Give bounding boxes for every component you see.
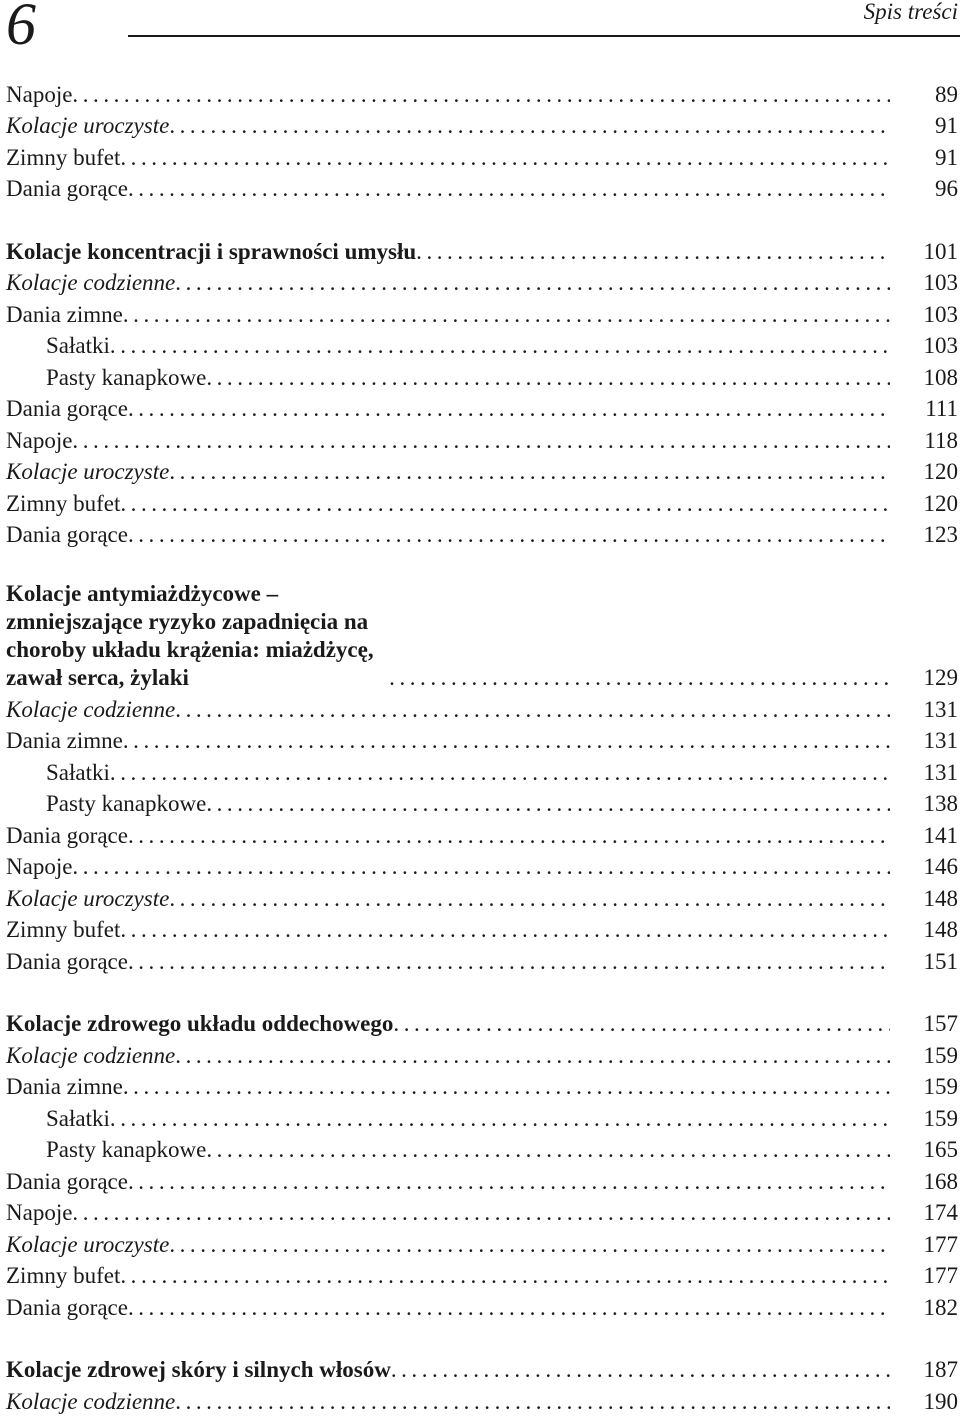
toc-entry[interactable]	[6, 1038, 958, 1070]
toc-entry[interactable]	[6, 787, 958, 819]
toc-entry-title: Sałatki	[46, 759, 110, 785]
toc-entry-title: Dania zimne	[6, 1074, 123, 1099]
dot-leader	[120, 490, 890, 518]
toc-entry[interactable]	[6, 692, 958, 724]
dot-leader	[110, 332, 890, 360]
dot-leader	[120, 1262, 890, 1290]
toc-entry[interactable]	[6, 1196, 958, 1228]
toc-entry-title: Dania zimne	[6, 301, 123, 327]
toc-entry[interactable]	[6, 392, 958, 424]
toc-entry-page-number: 103	[923, 333, 958, 358]
toc-entry-title: Kolacje uroczyste	[6, 459, 170, 484]
dot-leader	[123, 1073, 890, 1101]
dot-leader	[72, 427, 890, 455]
toc-entry-page-number: 148	[923, 885, 958, 911]
toc-entry-title: Kolacje koncentracji i sprawności umysłu	[6, 238, 417, 264]
toc-entry-title: Dania gorące	[6, 176, 128, 201]
dot-leader	[169, 885, 890, 913]
toc-entry-title: Dania zimne	[6, 728, 123, 753]
toc-entry-page-number: 146	[923, 854, 958, 879]
toc-entry-page-number: 190	[923, 1388, 958, 1414]
toc-entry-title: Zimny bufet	[6, 490, 121, 516]
dot-leader	[110, 1105, 890, 1133]
toc-entry-title: Zimny bufet	[6, 1263, 121, 1288]
toc-entry[interactable]	[6, 1101, 958, 1133]
toc-entry-page-number: 89	[935, 81, 958, 107]
dot-leader	[206, 1136, 890, 1164]
toc-entry[interactable]	[6, 360, 958, 392]
dot-leader	[128, 822, 890, 850]
toc-entry-page-number: 177	[923, 1231, 958, 1257]
dot-leader	[175, 1042, 890, 1070]
toc-entry-page-number: 177	[923, 1263, 958, 1288]
dot-leader	[123, 301, 890, 329]
toc-entry[interactable]	[6, 1384, 958, 1416]
toc-entry[interactable]	[6, 1164, 958, 1196]
dot-leader	[120, 144, 890, 172]
toc-entry-title: Kolacje codzienne	[6, 270, 176, 295]
dot-leader	[128, 1294, 890, 1322]
toc-entry-page-number: 91	[935, 113, 958, 138]
toc-entry-title: Dania gorące	[6, 396, 128, 421]
dot-leader	[416, 238, 890, 266]
toc-entry-title: Dania gorące	[6, 1168, 128, 1194]
toc-entry-page-number: 96	[935, 176, 958, 201]
dot-leader	[169, 1231, 890, 1259]
toc-entry[interactable]	[6, 580, 958, 692]
running-title: Spis treści	[863, 0, 958, 24]
toc-entry[interactable]	[6, 944, 958, 976]
dot-leader	[175, 696, 890, 724]
toc-entry-title: Dania gorące	[6, 948, 128, 974]
toc-entry-page-number: 120	[923, 490, 958, 516]
toc-entry[interactable]	[6, 140, 958, 172]
toc-entry-page-number: 129	[923, 665, 958, 690]
toc-entry-page-number: 148	[923, 917, 958, 942]
toc-entry-title: Kolacje codzienne	[6, 1042, 176, 1068]
toc-entry[interactable]	[6, 1007, 958, 1039]
toc-entry-page-number: 159	[923, 1074, 958, 1099]
toc-entry[interactable]	[6, 109, 958, 141]
toc-entry-page-number: 111	[925, 396, 958, 421]
dot-leader	[128, 395, 890, 423]
dot-leader	[72, 1199, 890, 1227]
dot-leader	[175, 269, 890, 297]
toc-entry-title: Dania gorące	[6, 1294, 128, 1320]
table-of-contents	[6, 77, 958, 1416]
toc-entry-page-number: 157	[923, 1011, 958, 1036]
dot-leader	[391, 1356, 890, 1384]
toc-entry-page-number: 120	[923, 459, 958, 484]
toc-entry-page-number: 118	[924, 427, 958, 453]
dot-leader	[128, 1168, 890, 1196]
toc-entry[interactable]	[6, 518, 958, 550]
toc-entry[interactable]	[6, 486, 958, 518]
toc-entry-title: Dania gorące	[6, 822, 128, 848]
toc-entry-title: Zimny bufet	[6, 917, 121, 942]
dot-leader	[128, 521, 890, 549]
toc-entry[interactable]	[6, 1353, 958, 1385]
toc-entry-page-number: 123	[923, 522, 958, 547]
toc-entry-title: Napoje	[6, 427, 73, 453]
toc-entry[interactable]	[6, 77, 958, 109]
toc-entry-title: Kolacje codzienne	[6, 1388, 176, 1414]
dot-leader	[128, 175, 890, 203]
toc-entry-title: Kolacje uroczyste	[6, 113, 170, 138]
toc-entry-title: Kolacje zdrowej skóry i silnych włosów	[6, 1357, 391, 1382]
dot-leader	[206, 364, 890, 392]
dot-leader	[206, 790, 890, 818]
toc-entry-title: Kolacje uroczyste	[6, 885, 170, 911]
toc-entry-page-number: 138	[923, 791, 958, 816]
dot-leader	[393, 1010, 890, 1038]
toc-entry-page-number: 131	[923, 728, 958, 753]
toc-entry[interactable]	[6, 818, 958, 850]
toc-entry-title: Zimny bufet	[6, 144, 121, 170]
toc-entry[interactable]	[6, 913, 958, 945]
dot-leader	[123, 727, 890, 755]
dot-leader	[72, 853, 890, 881]
toc-entry-title: Napoje	[6, 854, 73, 879]
toc-entry-page-number: 141	[923, 822, 958, 848]
toc-entry[interactable]	[6, 455, 958, 487]
toc-entry-page-number: 131	[923, 759, 958, 785]
toc-entry[interactable]	[6, 755, 958, 787]
toc-entry-page-number: 174	[923, 1200, 958, 1225]
toc-entry-title: Kolacje antymiażdżycowe – zmniejszające ryzyko zapadnięcia na choroby układu krążenia: miażdżycę, zawał serca, żylaki	[6, 581, 374, 690]
dot-leader	[389, 664, 890, 692]
toc-entry-page-number: 151	[923, 948, 958, 974]
page-number: 6	[6, 0, 36, 57]
toc-entry-page-number: 182	[923, 1294, 958, 1320]
dot-leader	[120, 916, 890, 944]
dot-leader	[72, 81, 890, 109]
header-rule	[128, 35, 960, 37]
dot-leader	[169, 112, 890, 140]
toc-entry[interactable]	[6, 1259, 958, 1291]
dot-leader	[169, 458, 890, 486]
toc-entry[interactable]	[6, 297, 958, 329]
toc-entry-page-number: 159	[923, 1042, 958, 1068]
toc-entry[interactable]	[6, 850, 958, 882]
toc-entry-title: Kolacje uroczyste	[6, 1231, 170, 1257]
toc-entry[interactable]	[6, 423, 958, 455]
toc-entry-page-number: 103	[923, 270, 958, 295]
toc-entry-title: Pasty kanapkowe	[46, 1137, 207, 1162]
toc-entry[interactable]	[6, 1290, 958, 1322]
toc-entry-page-number: 101	[923, 238, 958, 264]
toc-entry[interactable]	[6, 881, 958, 913]
toc-entry-page-number: 91	[935, 144, 958, 170]
toc-entry-title: Napoje	[6, 1200, 73, 1225]
toc-entry[interactable]	[6, 234, 958, 266]
toc-entry-page-number: 159	[923, 1105, 958, 1131]
toc-entry-page-number: 108	[923, 364, 958, 390]
toc-entry-page-number: 131	[923, 696, 958, 722]
toc-entry-title: Pasty kanapkowe	[46, 791, 207, 816]
toc-entry-title: Kolacje zdrowego układu oddechowego	[6, 1011, 394, 1036]
toc-entry-page-number: 103	[923, 301, 958, 327]
dot-leader	[128, 948, 890, 976]
toc-entry[interactable]	[6, 266, 958, 298]
toc-entry-page-number: 187	[923, 1357, 958, 1382]
toc-entry-title: Pasty kanapkowe	[46, 364, 207, 390]
toc-entry[interactable]	[6, 1227, 958, 1259]
toc-entry-title: Sałatki	[46, 1105, 110, 1131]
toc-entry[interactable]	[6, 724, 958, 756]
toc-entry-title: Napoje	[6, 81, 73, 107]
toc-entry[interactable]	[6, 1070, 958, 1102]
toc-entry[interactable]	[6, 1133, 958, 1165]
toc-entry-title: Dania gorące	[6, 522, 128, 547]
toc-entry-title: Kolacje codzienne	[6, 696, 176, 722]
toc-entry-title: Sałatki	[46, 333, 110, 358]
toc-entry-page-number: 168	[923, 1168, 958, 1194]
toc-entry-page-number: 165	[923, 1137, 958, 1162]
toc-entry[interactable]	[6, 329, 958, 361]
toc-entry[interactable]	[6, 172, 958, 204]
dot-leader	[110, 759, 890, 787]
dot-leader	[175, 1388, 890, 1416]
